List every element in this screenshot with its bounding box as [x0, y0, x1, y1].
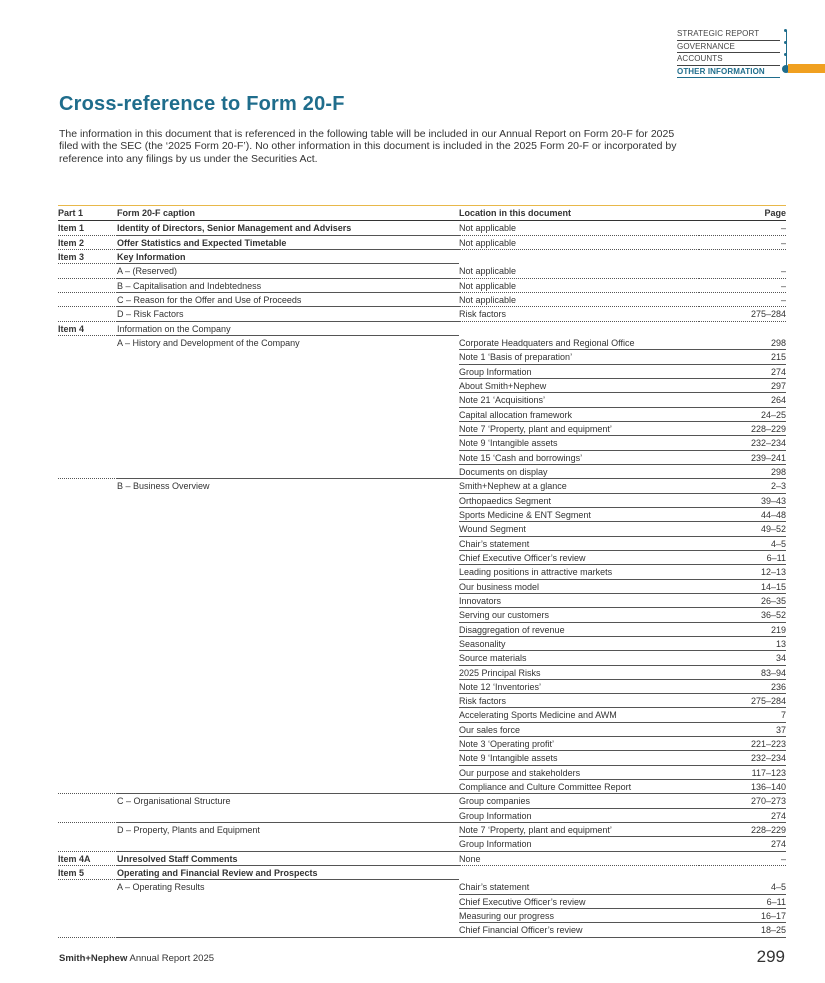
- table-body: [58, 221, 786, 937]
- row-part: [58, 694, 117, 708]
- row-location: None: [459, 852, 699, 866]
- nav-dot: [784, 41, 787, 44]
- page-title: Cross-reference to Form 20-F: [59, 93, 345, 115]
- row-page: 14–15: [699, 580, 786, 594]
- row-page: 228–229: [699, 422, 786, 436]
- row-caption: [117, 522, 459, 536]
- row-caption: Key Information: [117, 250, 459, 264]
- table-row: [58, 895, 786, 909]
- section-nav: [677, 28, 780, 78]
- table-row: [58, 580, 786, 594]
- row-location: Note 15 ‘Cash and borrowings’: [459, 451, 699, 465]
- row-part: [58, 580, 117, 594]
- table-row: [58, 479, 786, 493]
- row-caption: B – Business Overview: [117, 481, 210, 492]
- row-caption: [117, 680, 459, 694]
- row-location: Seasonality: [459, 637, 699, 651]
- row-part: [58, 766, 117, 780]
- row-page: –: [699, 852, 786, 866]
- row-part: [58, 794, 117, 808]
- table-row: [58, 666, 786, 680]
- table-row: [58, 522, 786, 536]
- row-location: Note 12 ‘Inventories’: [459, 680, 699, 694]
- row-part: Item 5: [58, 866, 117, 880]
- row-part: [58, 594, 117, 608]
- row-caption: [117, 623, 459, 637]
- table-row: [58, 279, 786, 293]
- table-row: [58, 623, 786, 637]
- table-row: [58, 680, 786, 694]
- row-part: [58, 637, 117, 651]
- table-row: [58, 751, 786, 765]
- row-part: [58, 422, 117, 436]
- nav-dot: [784, 29, 787, 32]
- table-row: [58, 766, 786, 780]
- row-caption: [117, 594, 459, 608]
- row-location: Not applicable: [459, 264, 699, 278]
- table-row: [58, 608, 786, 622]
- table-row: [58, 350, 786, 364]
- row-part: Item 4: [58, 322, 117, 336]
- row-location: Group Information: [459, 365, 699, 379]
- row-page: 298: [699, 465, 786, 479]
- row-caption: [117, 580, 459, 594]
- row-location: Innovators: [459, 594, 699, 608]
- row-caption: [117, 723, 459, 737]
- table-row: [58, 551, 786, 565]
- nav-accounts[interactable]: ACCOUNTS: [677, 53, 780, 66]
- row-caption: [117, 379, 459, 393]
- row-caption: [117, 465, 459, 479]
- row-caption: [117, 666, 459, 680]
- row-caption: Operating and Financial Review and Prospects: [117, 866, 459, 880]
- row-page: 6–11: [699, 551, 786, 565]
- row-page: 236: [699, 680, 786, 694]
- row-part: [58, 451, 117, 465]
- row-caption: [117, 766, 459, 780]
- row-location: [459, 866, 699, 880]
- row-page: 34: [699, 651, 786, 665]
- nav-strategic-report[interactable]: STRATEGIC REPORT: [677, 28, 780, 41]
- header-caption: Form 20-F caption: [117, 208, 196, 218]
- row-page: [699, 866, 786, 880]
- table-header: [58, 206, 786, 221]
- row-location: Note 3 ‘Operating profit’: [459, 737, 699, 751]
- row-page: 13: [699, 637, 786, 651]
- row-caption: [117, 350, 459, 364]
- row-page: –: [699, 293, 786, 307]
- row-part: [58, 708, 117, 722]
- row-location: Disaggregation of revenue: [459, 623, 699, 637]
- row-part: [58, 780, 117, 794]
- row-location: Measuring our progress: [459, 909, 699, 923]
- row-location: Not applicable: [459, 236, 699, 250]
- row-caption: Information on the Company: [117, 322, 459, 336]
- row-caption: A – Operating Results: [117, 882, 205, 893]
- row-page: 298: [699, 336, 786, 350]
- row-page: [699, 250, 786, 264]
- row-part: [58, 537, 117, 551]
- row-part: [58, 751, 117, 765]
- row-page: 24–25: [699, 408, 786, 422]
- row-page: 6–11: [699, 895, 786, 909]
- row-caption: [117, 565, 459, 579]
- row-caption: [117, 637, 459, 651]
- row-part: [58, 565, 117, 579]
- row-page: 117–123: [699, 766, 786, 780]
- row-part: [58, 508, 117, 522]
- row-page: 39–43: [699, 494, 786, 508]
- row-part: [58, 350, 117, 364]
- row-page: 18–25: [699, 923, 786, 937]
- row-page: –: [699, 221, 786, 235]
- header-location: Location in this document: [459, 208, 571, 218]
- footer-report-name: [59, 953, 214, 964]
- row-location: [459, 250, 699, 264]
- row-page: 239–241: [699, 451, 786, 465]
- row-location: Not applicable: [459, 293, 699, 307]
- table-row: [58, 250, 786, 264]
- table-row: [58, 436, 786, 450]
- row-caption: A – (Reserved): [117, 264, 459, 278]
- table-row: [58, 336, 786, 350]
- row-part: [58, 494, 117, 508]
- table-row: [58, 780, 786, 794]
- table-row: [58, 465, 786, 479]
- row-page: 274: [699, 365, 786, 379]
- row-part: [58, 895, 117, 909]
- row-caption: A – History and Development of the Company: [117, 337, 300, 348]
- row-location: Capital allocation framework: [459, 408, 699, 422]
- table-row: [58, 393, 786, 407]
- row-caption: [117, 508, 459, 522]
- row-location: Chief Executive Officer’s review: [459, 895, 699, 909]
- nav-other-information[interactable]: OTHER INFORMATION: [677, 66, 780, 79]
- row-page: 264: [699, 393, 786, 407]
- table-row: [58, 852, 786, 866]
- table-row: [58, 809, 786, 823]
- row-caption: [117, 909, 459, 923]
- row-part: [58, 680, 117, 694]
- table-row: [58, 837, 786, 851]
- row-caption: [117, 393, 459, 407]
- nav-track-line: [786, 30, 787, 69]
- table-row: [58, 307, 786, 321]
- row-location: 2025 Principal Risks: [459, 666, 699, 680]
- row-location: Smith+Nephew at a glance: [459, 479, 699, 493]
- row-location: Not applicable: [459, 221, 699, 235]
- row-caption: [117, 737, 459, 751]
- row-caption: [117, 608, 459, 622]
- table-row: [58, 322, 786, 336]
- row-caption: Unresolved Staff Comments: [117, 852, 459, 866]
- row-part: [58, 909, 117, 923]
- row-location: Documents on display: [459, 465, 699, 479]
- row-location: Our sales force: [459, 723, 699, 737]
- row-part: [58, 723, 117, 737]
- row-caption: [117, 651, 459, 665]
- row-location: Note 9 ‘Intangible assets: [459, 436, 699, 450]
- row-page: 228–229: [699, 823, 786, 837]
- table-row: [58, 708, 786, 722]
- row-part: [58, 837, 117, 851]
- table-row: [58, 737, 786, 751]
- row-caption: [117, 537, 459, 551]
- table-row: [58, 866, 786, 880]
- row-page: 297: [699, 379, 786, 393]
- footer-company: Smith+Nephew: [59, 953, 128, 964]
- row-location: Group Information: [459, 809, 699, 823]
- row-location: Chair’s statement: [459, 537, 699, 551]
- row-location: Note 9 ‘Intangible assets: [459, 751, 699, 765]
- table-row: [58, 293, 786, 307]
- row-caption: [117, 780, 459, 794]
- row-part: [58, 479, 117, 493]
- row-location: Note 1 ‘Basis of preparation’: [459, 350, 699, 364]
- row-part: [58, 737, 117, 751]
- row-part: [58, 264, 117, 278]
- row-location: Group Information: [459, 837, 699, 851]
- table-row: [58, 422, 786, 436]
- row-page: 26–35: [699, 594, 786, 608]
- row-part: Item 1: [58, 221, 117, 235]
- row-location: Chief Financial Officer’s review: [459, 923, 699, 937]
- row-caption: D – Risk Factors: [117, 307, 459, 321]
- intro-paragraph: The information in this document that is referenced in the following table will be included in our Annual Report on Form 20-F for 2025 filed with the SEC (the ‘2025 Form 20-F’). No other information in this document is included in the 2025 Form 20-F or incorporated by reference into any filings by us under the Securities Act.: [59, 128, 677, 165]
- row-caption: [117, 408, 459, 422]
- header-page: Page: [764, 208, 786, 218]
- row-part: [58, 336, 117, 350]
- row-part: [58, 551, 117, 565]
- row-caption: C – Reason for the Offer and Use of Proceeds: [117, 293, 459, 307]
- row-page: 275–284: [699, 694, 786, 708]
- row-location: Compliance and Culture Committee Report: [459, 780, 699, 794]
- row-caption: [117, 365, 459, 379]
- row-page: 7: [699, 708, 786, 722]
- row-page: 270–273: [699, 794, 786, 808]
- row-part: Item 3: [58, 250, 117, 264]
- row-page: 274: [699, 837, 786, 851]
- row-part: Item 2: [58, 236, 117, 250]
- row-part: [58, 279, 117, 293]
- row-location: Note 21 ‘Acquisitions’: [459, 393, 699, 407]
- row-part: [58, 379, 117, 393]
- row-part: [58, 809, 117, 823]
- row-location: Note 7 ‘Property, plant and equipment’: [459, 422, 699, 436]
- row-part: [58, 522, 117, 536]
- row-location: Chief Executive Officer’s review: [459, 551, 699, 565]
- row-caption: [117, 436, 459, 450]
- row-part: [58, 923, 117, 937]
- table-row: [58, 494, 786, 508]
- row-page: 275–284: [699, 307, 786, 321]
- table-row: [58, 365, 786, 379]
- nav-dot: [784, 53, 787, 56]
- row-page: 2–3: [699, 479, 786, 493]
- row-caption: [117, 751, 459, 765]
- row-part: [58, 823, 117, 837]
- row-part: [58, 623, 117, 637]
- row-location: Risk factors: [459, 694, 699, 708]
- header-part: Part 1: [58, 208, 84, 218]
- row-caption: [117, 551, 459, 565]
- row-location: Leading positions in attractive markets: [459, 565, 699, 579]
- row-part: [58, 436, 117, 450]
- table-row: [58, 794, 786, 808]
- row-location: Note 7 ‘Property, plant and equipment’: [459, 823, 699, 837]
- row-page: 219: [699, 623, 786, 637]
- table-row: [58, 880, 786, 894]
- row-page: 232–234: [699, 751, 786, 765]
- row-caption: [117, 451, 459, 465]
- row-location: [459, 322, 699, 336]
- row-caption: C – Organisational Structure: [117, 796, 231, 807]
- row-part: [58, 666, 117, 680]
- table-row: [58, 594, 786, 608]
- row-part: [58, 307, 117, 321]
- table-row: [58, 379, 786, 393]
- cross-reference-table: [58, 205, 786, 938]
- row-page: –: [699, 264, 786, 278]
- table-row: [58, 694, 786, 708]
- row-location: Not applicable: [459, 279, 699, 293]
- table-row: [58, 264, 786, 278]
- row-page: 221–223: [699, 737, 786, 751]
- row-location: Source materials: [459, 651, 699, 665]
- table-row: [58, 565, 786, 579]
- row-caption: [117, 422, 459, 436]
- row-location: Orthopaedics Segment: [459, 494, 699, 508]
- row-page: 136–140: [699, 780, 786, 794]
- row-location: Wound Segment: [459, 522, 699, 536]
- row-caption: [117, 694, 459, 708]
- table-row: [58, 408, 786, 422]
- row-page: 12–13: [699, 565, 786, 579]
- row-caption: Identity of Directors, Senior Management and Advisers: [117, 221, 459, 235]
- row-page: 44–48: [699, 508, 786, 522]
- row-caption: [117, 494, 459, 508]
- row-caption: B – Capitalisation and Indebtedness: [117, 279, 459, 293]
- row-caption: [117, 895, 459, 909]
- table-row: [58, 637, 786, 651]
- table-row: [58, 651, 786, 665]
- row-location: Chair’s statement: [459, 880, 699, 894]
- table-row: [58, 508, 786, 522]
- row-page: 16–17: [699, 909, 786, 923]
- nav-active-bar: [788, 64, 825, 73]
- row-location: Sports Medicine & ENT Segment: [459, 508, 699, 522]
- row-page: 36–52: [699, 608, 786, 622]
- row-part: [58, 408, 117, 422]
- row-part: Item 4A: [58, 852, 117, 866]
- row-location: Group companies: [459, 794, 699, 808]
- row-location: Corporate Headquaters and Regional Office: [459, 336, 699, 350]
- row-caption: [117, 837, 459, 851]
- row-page: –: [699, 236, 786, 250]
- row-page: 232–234: [699, 436, 786, 450]
- row-part: [58, 293, 117, 307]
- row-location: Risk factors: [459, 307, 699, 321]
- row-part: [58, 608, 117, 622]
- page-number: 299: [756, 947, 785, 966]
- row-page: 4–5: [699, 880, 786, 894]
- table-row: [58, 451, 786, 465]
- table-row: [58, 236, 786, 250]
- table-row: [58, 823, 786, 837]
- row-caption: D – Property, Plants and Equipment: [117, 825, 260, 836]
- table-row: [58, 909, 786, 923]
- row-part: [58, 651, 117, 665]
- row-location: Our purpose and stakeholders: [459, 766, 699, 780]
- nav-governance[interactable]: GOVERNANCE: [677, 41, 780, 54]
- row-part: [58, 365, 117, 379]
- table-row: [58, 537, 786, 551]
- footer-report: Annual Report 2025: [129, 953, 215, 964]
- row-location: Our business model: [459, 580, 699, 594]
- row-page: 49–52: [699, 522, 786, 536]
- row-page: 215: [699, 350, 786, 364]
- row-page: 37: [699, 723, 786, 737]
- row-caption: Offer Statistics and Expected Timetable: [117, 236, 459, 250]
- table-row: [58, 221, 786, 235]
- table-row: [58, 723, 786, 737]
- row-location: Serving our customers: [459, 608, 699, 622]
- row-page: 274: [699, 809, 786, 823]
- row-caption: [117, 923, 459, 937]
- row-location: Accelerating Sports Medicine and AWM: [459, 708, 699, 722]
- row-page: 4–5: [699, 537, 786, 551]
- row-caption: [117, 708, 459, 722]
- row-caption: [117, 809, 459, 823]
- row-part: [58, 393, 117, 407]
- table-row: [58, 923, 786, 937]
- row-location: About Smith+Nephew: [459, 379, 699, 393]
- row-page: [699, 322, 786, 336]
- row-page: –: [699, 279, 786, 293]
- row-page: 83–94: [699, 666, 786, 680]
- row-part: [58, 880, 117, 894]
- row-part: [58, 465, 117, 479]
